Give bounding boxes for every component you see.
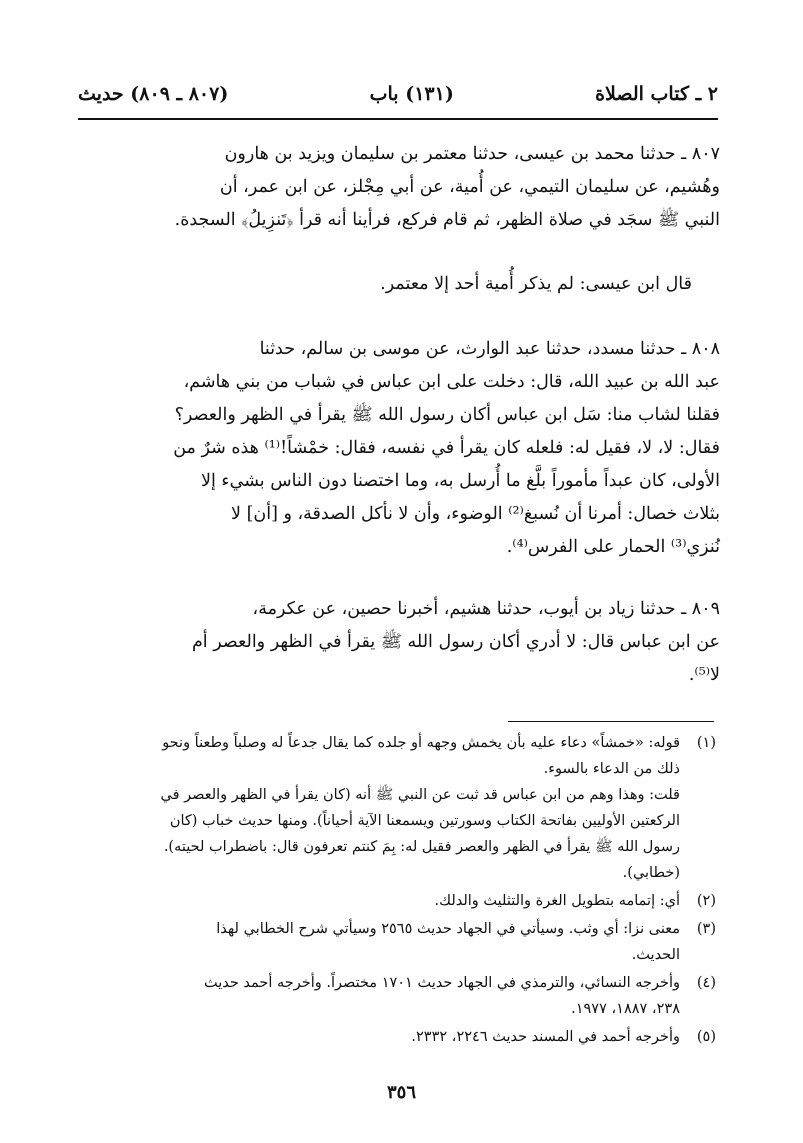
hadith-line: لا⁽⁵⁾. xyxy=(688,665,720,685)
hadith-line: نُنزي⁽³⁾ الحمار على الفرس⁽⁴⁾. xyxy=(506,537,720,557)
hadith-note: قال ابن عيسى: لم يذكر أُمية أحد إلا معتمر. xyxy=(380,274,692,294)
hadith-line: الأولى، كان عبداً مأموراً بلَّغ ما أُرسل به، وما اختصنا دون الناس بشيء إلا xyxy=(200,471,720,491)
footnote-text xyxy=(76,888,680,914)
footnote-3 xyxy=(76,916,716,968)
footnote-text xyxy=(76,970,680,1022)
footnote-text xyxy=(76,730,680,886)
footnote-line: ذلك من الدعاء بالسوء. xyxy=(543,761,680,777)
hadith-line: بثلاث خصال: أمرنا أن نُسبغ⁽²⁾ الوضوء، وأن لا نأكل الصدقة، و [أن] لا xyxy=(231,504,720,524)
header-section: (١٣١) باب xyxy=(369,83,454,105)
footnote-number: (٣) xyxy=(696,921,716,937)
footnote-2 xyxy=(76,888,716,914)
hadith-line: النبي ﷺ سجَد في صلاة الظهر، ثم قام فركع، فرأينا أنه قرأ ﴿تَنزِيلُ﴾ السجدة. xyxy=(174,210,720,230)
header-chapter: ٢ ـ كتاب الصلاة xyxy=(595,83,718,105)
footnote-line: أي: إتمامه بتطويل الغرة والتثليث والدلك. xyxy=(434,893,680,909)
hadith-line: عبد الله بن عبيد الله، قال: دخلت على ابن عباس في شباب من بني هاشم، xyxy=(183,372,720,392)
hadith-line: ٨٠٨ ـ حدثنا مسدد، حدثنا عبد الوارث، عن موسى بن سالم، حدثنا xyxy=(259,339,720,359)
footnote-line: الحديث. xyxy=(631,947,680,963)
header-hadith-range: (٨٠٧ ـ ٨٠٩) حديث xyxy=(78,83,229,105)
footnote-line: قوله: «خمشاً» دعاء عليه بأن يخمش وجهه أو جلده كما يقال جدعاً له وصلباً وطعناً ونحو xyxy=(162,735,680,751)
footnote-line: الركعتين الأوليين بفاتحة الكتاب وسورتين ويسمعنا الآية أحياناً). ومنها حديث خباب (كان xyxy=(169,813,680,829)
hadith-line: فقلنا لشاب منا: سَل ابن عباس أكان رسول الله ﷺ يقرأ في الظهر والعصر؟ xyxy=(174,405,720,425)
footnote-line: (خطابي). xyxy=(622,865,680,881)
footnote-line: معنى نزا: أي وثب. وسيأتي في الجهاد حديث ٢٥٦٥ وسيأتي شرح الخطابي لهذا xyxy=(216,921,680,937)
footnote-5 xyxy=(76,1024,716,1050)
footnote-number: (٥) xyxy=(696,1029,716,1045)
footnote-1 xyxy=(76,730,716,886)
running-header xyxy=(78,78,718,110)
footnote-line: رسول الله ﷺ يقرأ في الظهر والعصر فقيل له: بِمَ كنتم تعرفون قال: باضطراب لحيته). xyxy=(163,839,680,855)
footnote-line: وأخرجه النسائي، والترمذي في الجهاد حديث ١٧٠١ مختصراً. وأخرجه أحمد حديث xyxy=(203,975,680,991)
footnote-number: (٢) xyxy=(696,893,716,909)
footnote-number: (١) xyxy=(696,735,716,751)
hadith-807-note xyxy=(72,268,720,301)
hadith-line: وهُشيم، عن سليمان التيمي، عن أُمية، عن أبي مِجْلز، عن ابن عمر، أن xyxy=(219,177,720,197)
hadith-808 xyxy=(72,333,720,564)
hadith-line: ٨٠٩ ـ حدثنا زياد بن أيوب، حدثنا هشيم، أخبرنا حصين، عن عكرمة، xyxy=(252,599,720,619)
hadith-line: ٨٠٧ ـ حدثنا محمد بن عيسى، حدثنا معتمر بن سليمان ويزيد بن هارون xyxy=(224,144,720,164)
page-number: ٣٥٦ xyxy=(386,1082,416,1103)
header-divider xyxy=(78,118,718,120)
footnotes xyxy=(76,730,716,1052)
footnote-text xyxy=(76,916,680,968)
hadith-809 xyxy=(72,593,720,692)
hadith-line: فقال: لا، لا، فقيل له: فلعله كان يقرأ في نفسه، فقال: خمْشاً!⁽¹⁾ هذه شرٌ من xyxy=(173,438,720,458)
hadith-line: عن ابن عباس قال: لا أدري أكان رسول الله ﷺ يقرأ في الظهر والعصر أم xyxy=(191,632,720,652)
footnote-line: قلت: وهذا وهم من ابن عباس قد ثبت عن النبي ﷺ أنه (كان يقرأ في الظهر والعصر في xyxy=(160,787,680,803)
footnote-4 xyxy=(76,970,716,1022)
footnote-number: (٤) xyxy=(696,975,716,991)
footnote-divider xyxy=(508,721,714,722)
hadith-807 xyxy=(72,138,720,237)
footnote-line: وأخرجه أحمد في المسند حديث ٢٢٤٦، ٢٣٣٢. xyxy=(411,1029,680,1045)
footnote-line: ٢٣٨، ١٨٨٧، ١٩٧٧. xyxy=(571,1001,680,1017)
footnote-text xyxy=(76,1024,680,1050)
